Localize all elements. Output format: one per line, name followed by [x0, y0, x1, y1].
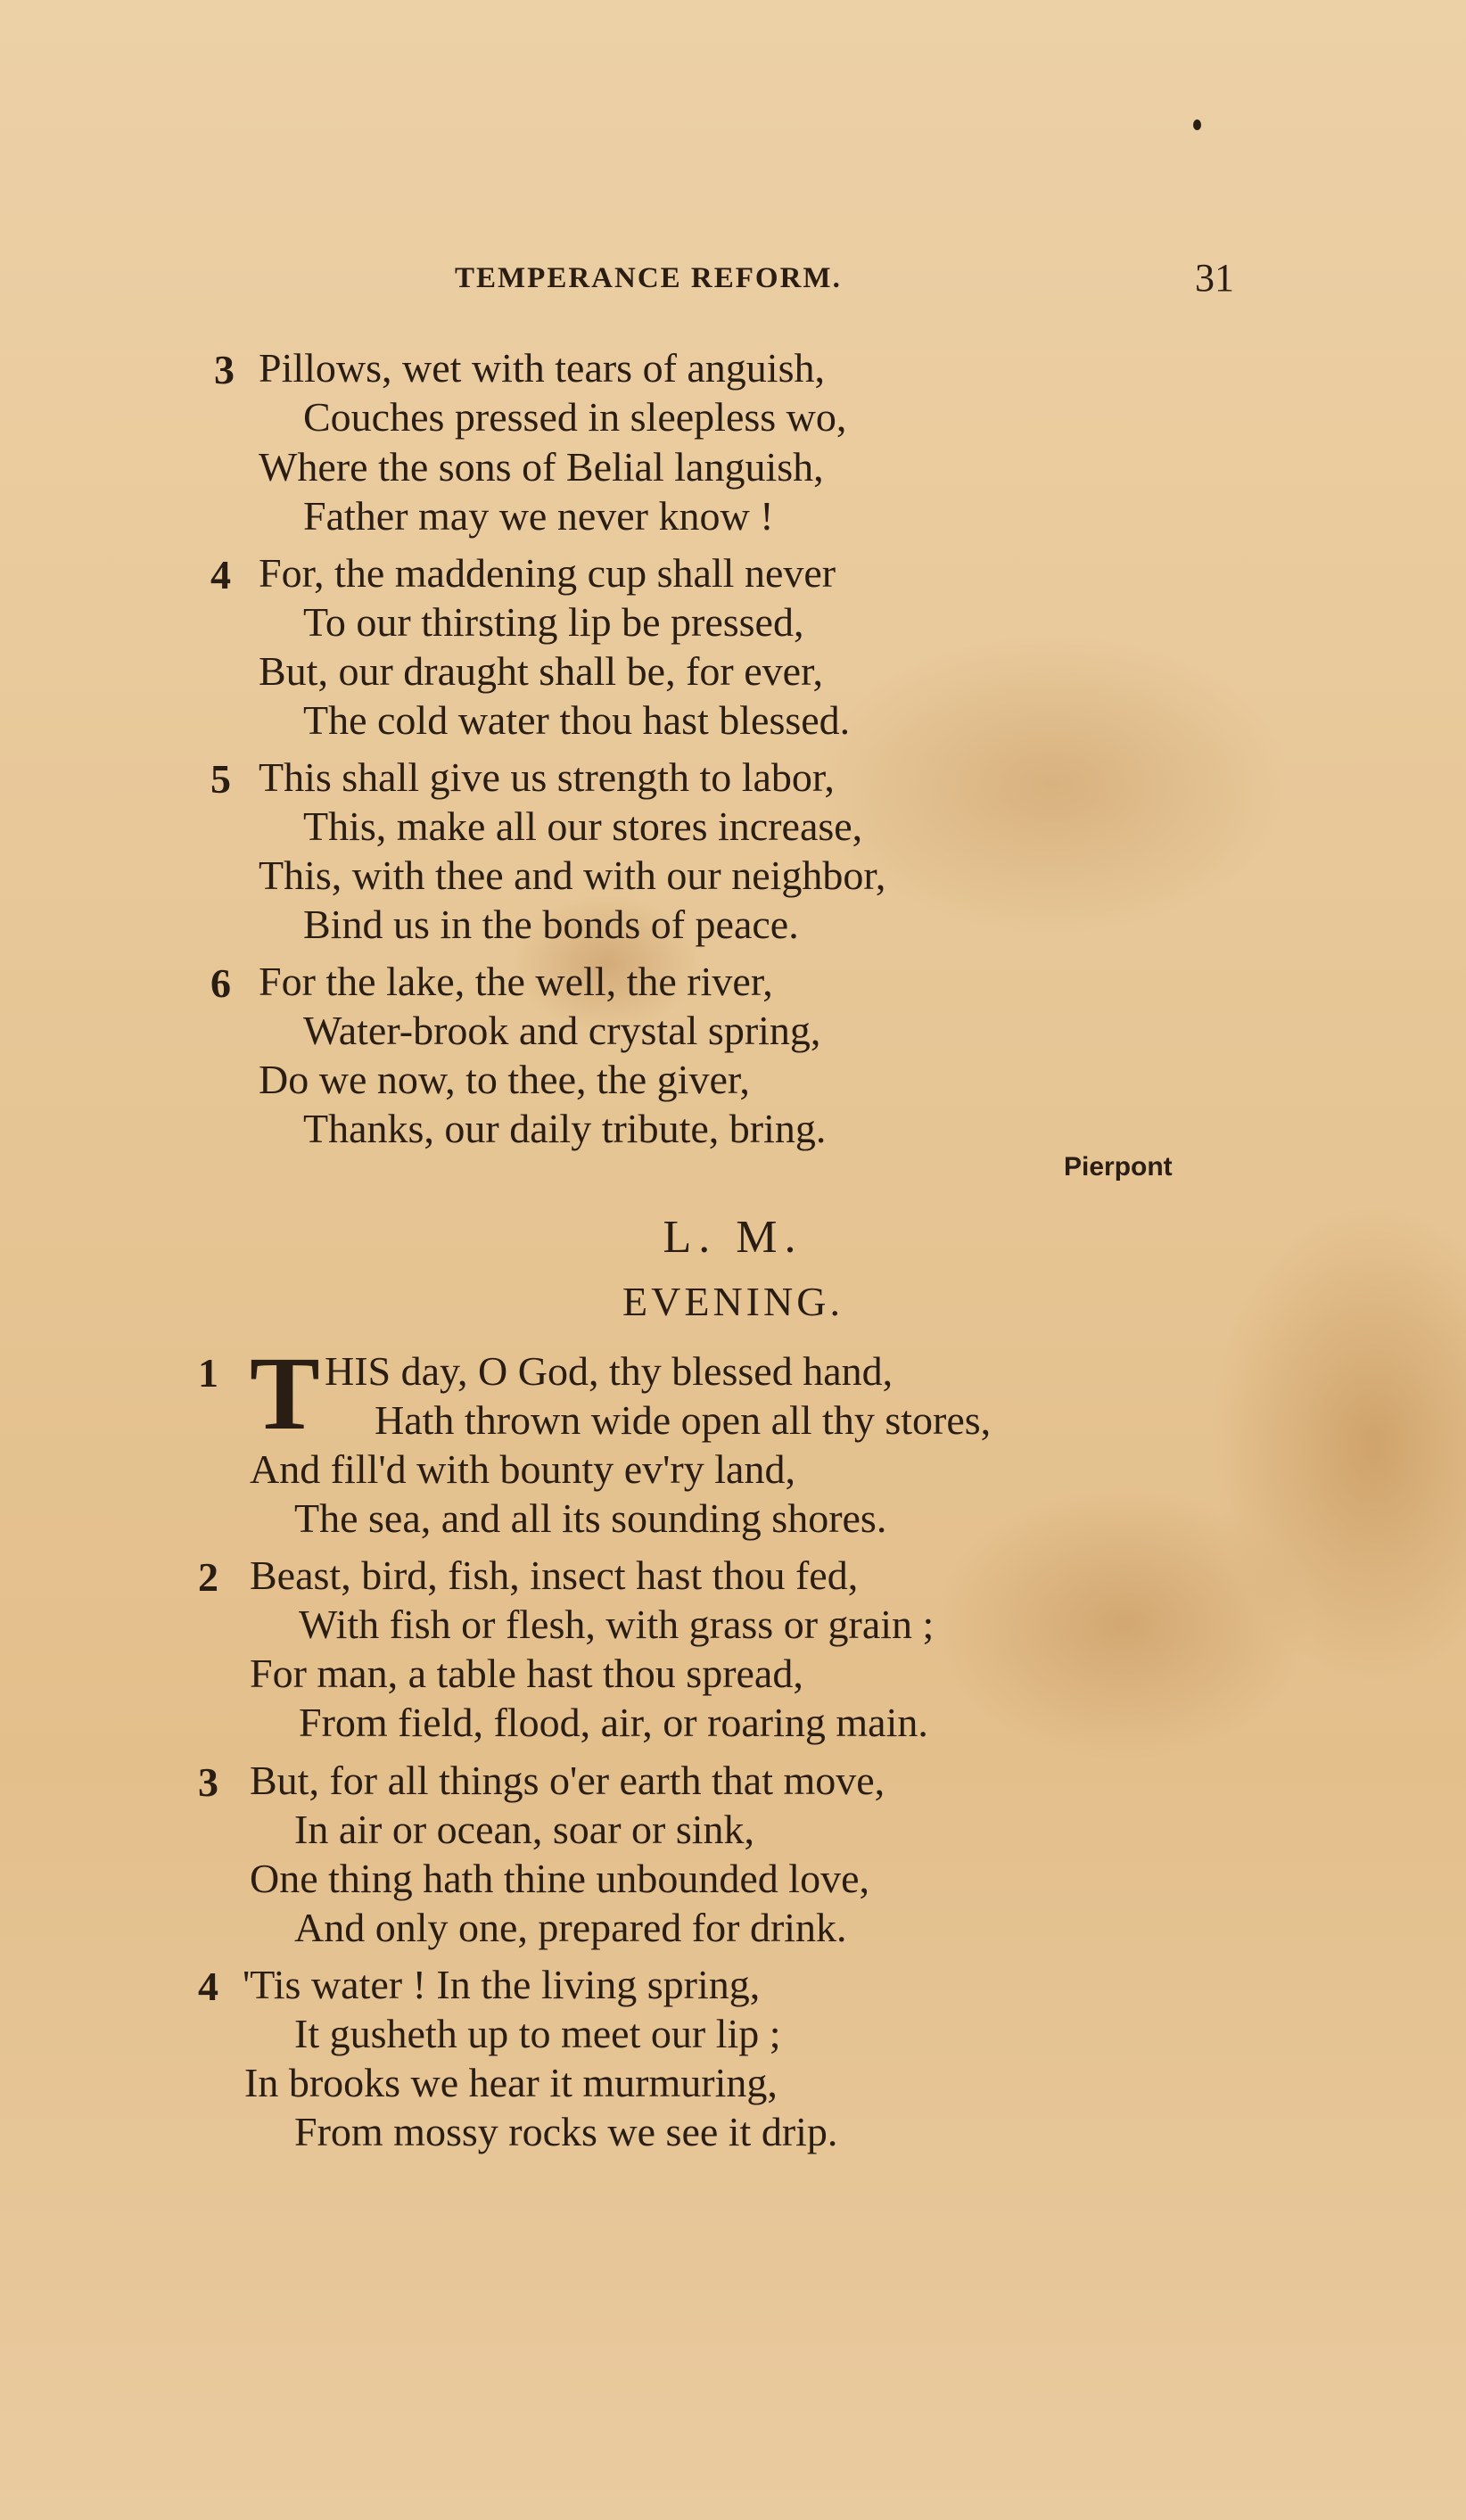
verse-line: Pillows, wet with tears of anguish, [259, 345, 825, 391]
verse-line: For the lake, the well, the river, [259, 959, 773, 1004]
verse-line: Where the sons of Belial languish, [259, 444, 824, 490]
meter-heading: L. M. [663, 1212, 803, 1263]
verse-line: For man, a table hast thou spread, [250, 1651, 803, 1696]
stanza-number: 1 [198, 1350, 218, 1396]
ink-speck [1193, 119, 1201, 130]
verse-line: In brooks we hear it murmuring, [244, 2060, 778, 2105]
verse-line: Water-brook and crystal spring, [303, 1008, 821, 1053]
verse-line: For, the maddening cup shall never [259, 550, 836, 596]
verse-line: The sea, and all its sounding shores. [294, 1495, 887, 1541]
verse-line: Thanks, our daily tribute, bring. [303, 1106, 827, 1151]
hymn-title: EVENING. [622, 1279, 844, 1324]
verse-line: The cold water thou hast blessed. [303, 697, 851, 743]
verse-line: Bind us in the bonds of peace. [303, 902, 799, 947]
stanza-number: 6 [210, 960, 231, 1006]
page-header [0, 256, 1466, 305]
verse-line: This, make all our stores increase, [303, 803, 863, 849]
verse-line: HIS day, O God, thy blessed hand, [325, 1348, 894, 1394]
verse-line: Do we now, to thee, the giver, [259, 1057, 750, 1102]
verse-line: But, for all things o'er earth that move, [250, 1758, 885, 1803]
verse-line: Beast, bird, fish, insect hast thou fed, [250, 1552, 859, 1598]
verse-line: From mossy rocks we see it drip. [294, 2109, 838, 2154]
author-attribution: Pierpont [1064, 1152, 1173, 1182]
stanza-number: 4 [198, 1964, 218, 2009]
verse-line: Couches pressed in sleepless wo, [303, 394, 847, 440]
verse-line: It gusheth up to meet our lip ; [294, 2011, 781, 2056]
stanza-number: 4 [210, 552, 231, 597]
verse-line: From field, flood, air, or roaring main. [299, 1700, 928, 1745]
stanza-number: 2 [198, 1554, 218, 1600]
stanza-number: 3 [214, 347, 235, 392]
stanza-number: 3 [198, 1759, 218, 1805]
verse-line: Hath thrown wide open all thy stores, [375, 1397, 992, 1443]
stanza-number: 5 [210, 756, 231, 802]
verse-line: But, our draught shall be, for ever, [259, 648, 824, 694]
verse-line: This, with thee and with our neighbor, [259, 852, 886, 898]
verse-line: And fill'd with bounty ev'ry land, [250, 1446, 795, 1492]
drop-cap: T [250, 1335, 320, 1452]
running-head: TEMPERANCE REFORM. [455, 262, 842, 294]
verse-line: In air or ocean, soar or sink, [294, 1807, 755, 1852]
verse-line: Father may we never know ! [303, 493, 774, 539]
verse-line: And only one, prepared for drink. [294, 1905, 847, 1950]
verse-line: With fish or flesh, with grass or grain ; [299, 1602, 935, 1647]
verse-line: This shall give us strength to labor, [259, 754, 835, 800]
page-number: 31 [1195, 256, 1234, 300]
verse-line: To our thirsting lip be pressed, [303, 599, 804, 645]
verse-line: 'Tis water ! In the living spring, [243, 1962, 761, 2007]
verse-line: One thing hath thine unbounded love, [250, 1856, 869, 1901]
